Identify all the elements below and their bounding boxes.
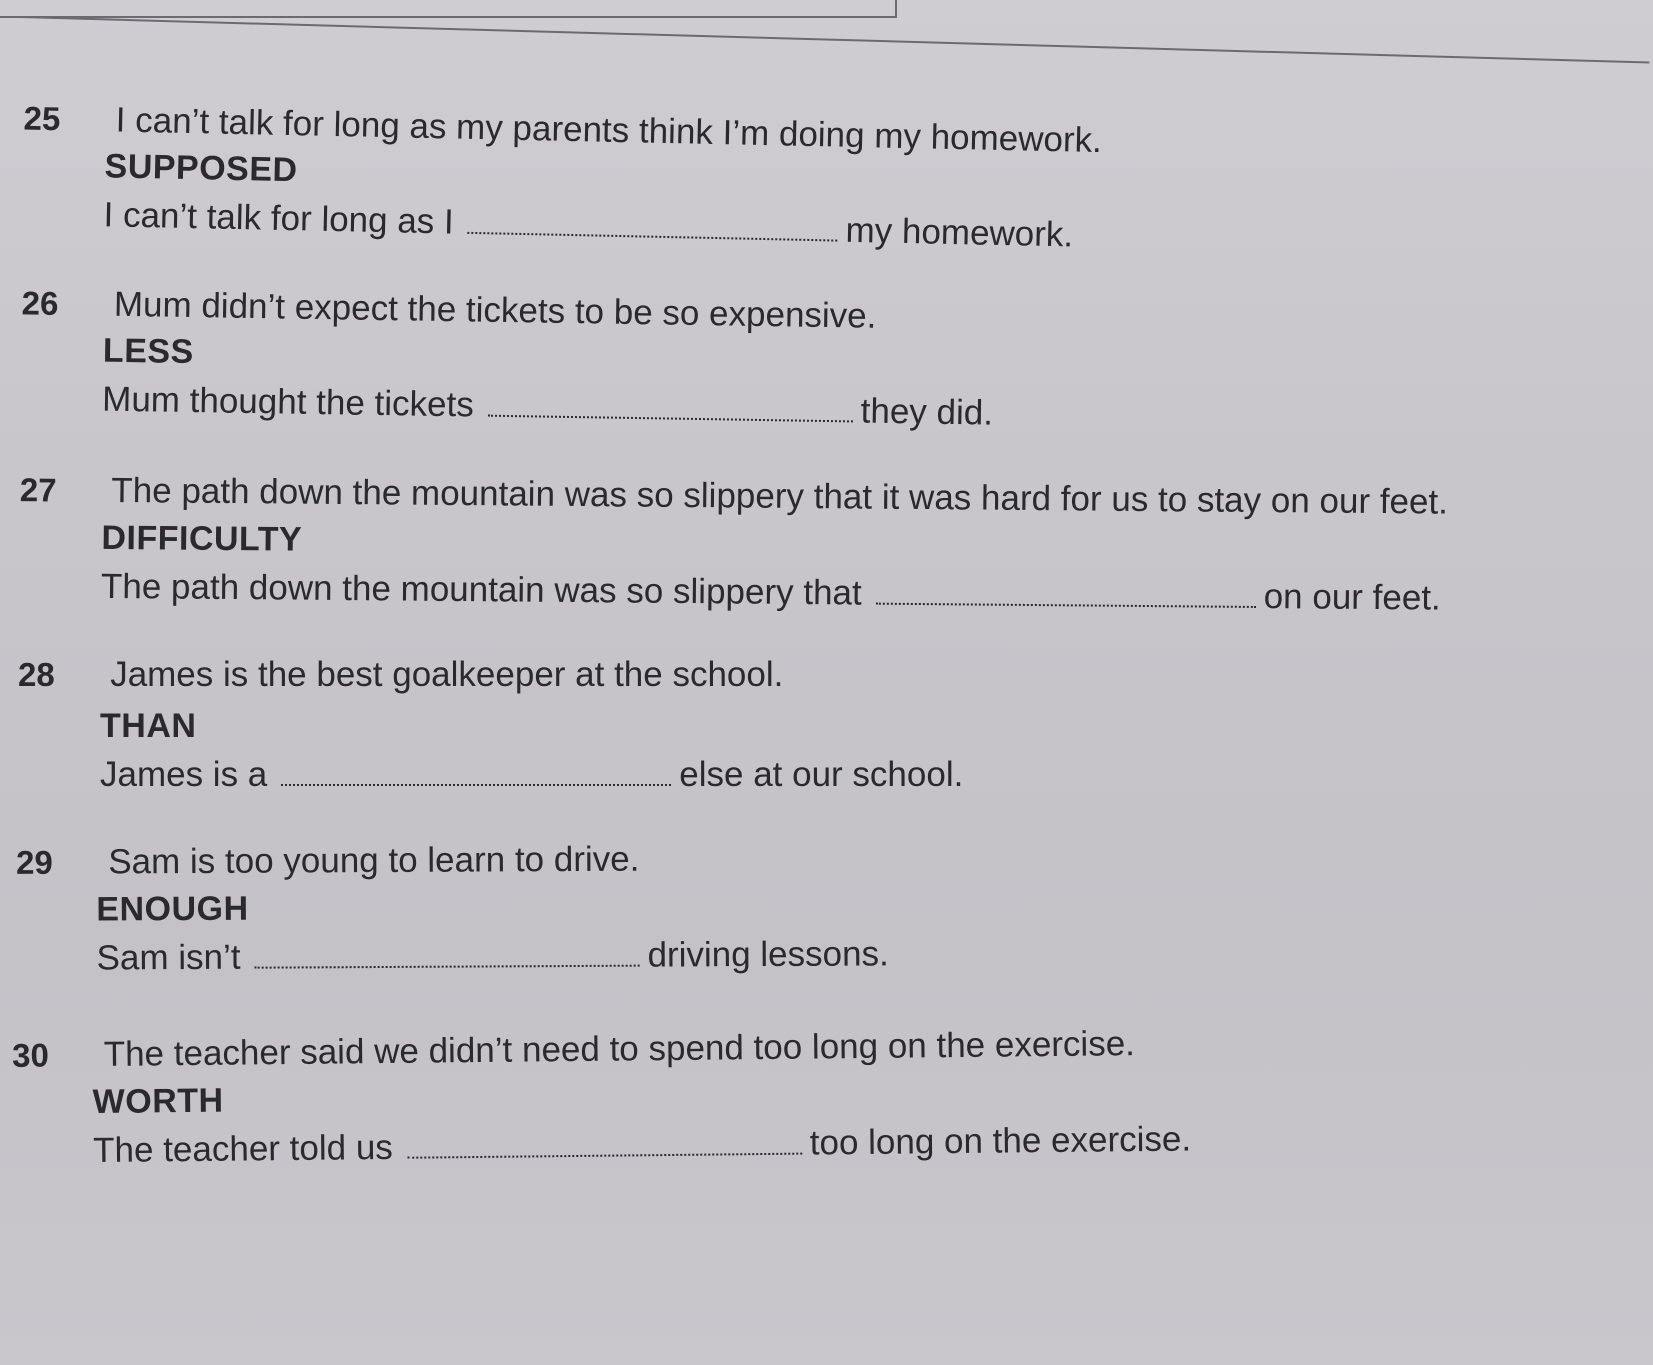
key-word: LESS <box>102 331 195 372</box>
question-number: 29 <box>15 843 53 881</box>
prompt-end: they did. <box>860 391 994 433</box>
question-30 <box>0 1021 1600 1171</box>
prompt-end: driving lessons. <box>647 934 889 975</box>
prompt-end: else at our school. <box>679 755 964 794</box>
question-25 <box>0 99 1600 255</box>
prompt-end: my homework. <box>845 210 1074 255</box>
prompt-start: James is a <box>100 755 268 794</box>
question-number: 30 <box>11 1036 50 1074</box>
question-27 <box>0 470 1600 618</box>
original-sentence: James is the best goalkeeper at the school. <box>110 655 784 694</box>
original-sentence: I can’t talk for long as my parents think I’m doing my homework. <box>115 100 1103 161</box>
key-word: THAN <box>100 707 197 745</box>
question-number: 28 <box>18 656 55 693</box>
answer-blank[interactable] <box>281 780 671 786</box>
key-word: ENOUGH <box>96 889 249 929</box>
original-sentence: The teacher said we didn’t need to spend too long on the exercise. <box>103 1024 1136 1074</box>
answer-blank[interactable] <box>407 1149 802 1159</box>
key-word: SUPPOSED <box>104 147 298 190</box>
question-number: 27 <box>19 471 57 509</box>
question-number: 25 <box>23 99 61 138</box>
answer-blank[interactable] <box>255 961 640 969</box>
top-answer-box-border <box>0 0 897 18</box>
original-sentence: Mum didn’t expect the tickets to be so expensive. <box>113 284 877 336</box>
top-divider-line <box>20 16 1649 64</box>
answer-blank[interactable] <box>488 411 853 423</box>
key-word: DIFFICULTY <box>101 518 303 559</box>
question-number: 26 <box>21 284 59 322</box>
answer-blank[interactable] <box>876 599 1256 608</box>
prompt-start: Sam isn’t <box>96 937 241 978</box>
question-26 <box>0 284 1600 433</box>
prompt-start: The path down the mountain was so slippery that <box>100 566 862 613</box>
prompt-start: The teacher told us <box>92 1127 393 1171</box>
answer-blank[interactable] <box>467 228 837 242</box>
question-29 <box>0 837 1600 978</box>
prompt-start: Mum thought the tickets <box>101 379 475 425</box>
original-sentence: The path down the mountain was so slippery that it was hard for us to stay on our feet. <box>111 470 1449 522</box>
prompt-start: I can’t talk for long as I <box>103 195 455 242</box>
original-sentence: Sam is too young to learn to drive. <box>108 839 640 882</box>
prompt-end: on our feet. <box>1263 577 1441 618</box>
key-word: WORTH <box>92 1081 224 1122</box>
prompt-end: too long on the exercise. <box>809 1119 1192 1163</box>
